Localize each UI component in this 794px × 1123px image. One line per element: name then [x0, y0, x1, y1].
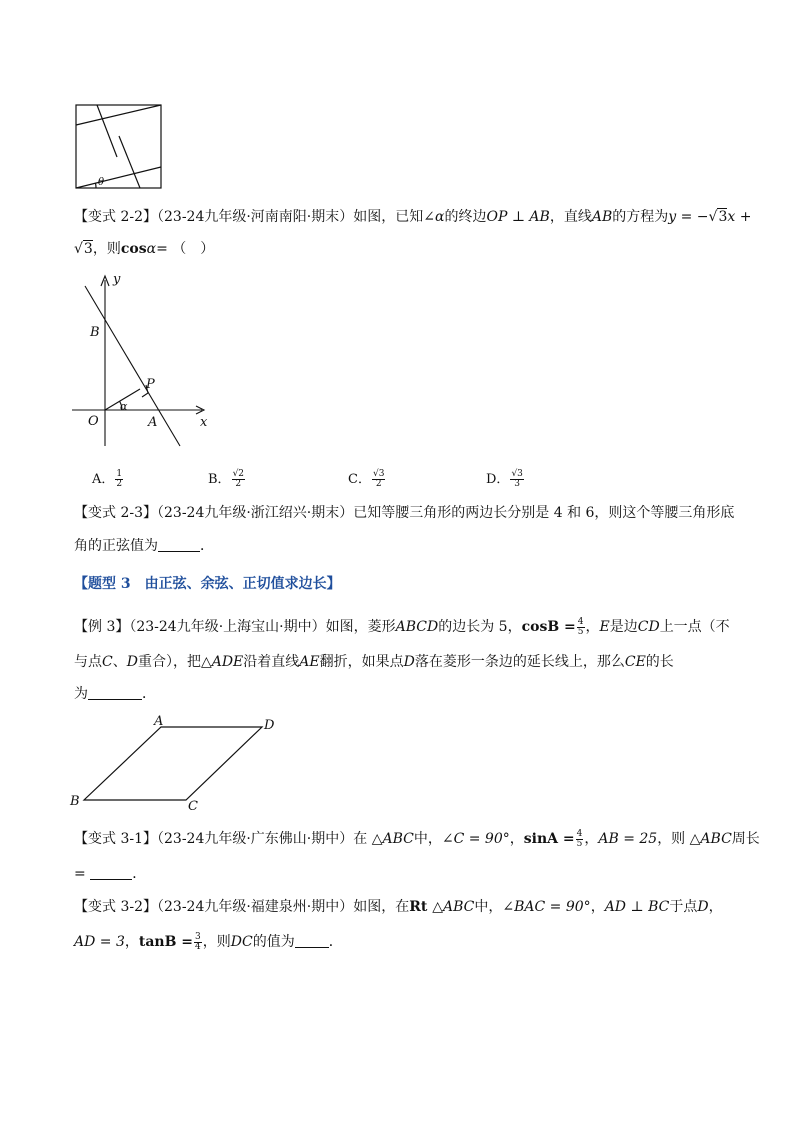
text: = — [74, 866, 86, 882]
fraction — [372, 470, 385, 489]
math: CD — [637, 619, 660, 635]
option-c[interactable] — [348, 470, 386, 490]
variant-2-3-line1 — [74, 503, 734, 523]
math: AE — [299, 654, 320, 670]
example-3-line2 — [74, 652, 674, 672]
answer-blank[interactable] — [88, 685, 142, 700]
vertex-a-label: A — [154, 714, 164, 729]
variant-2-2-tag: 【变式 2-2】 — [74, 209, 157, 225]
option-label: A． — [92, 472, 115, 487]
math: Rt △ — [409, 899, 444, 915]
math: E — [599, 619, 610, 635]
text: ． — [142, 686, 156, 702]
den: 5 — [577, 626, 584, 637]
text: ， — [509, 831, 524, 847]
text: 翻折，如果点 — [319, 654, 404, 670]
text: 的终边 — [444, 209, 487, 225]
math: AD = 3 — [74, 934, 125, 950]
text: 于点 — [669, 899, 698, 915]
option-d[interactable] — [486, 470, 525, 490]
text: 角的正弦值为 — [74, 538, 158, 554]
example-3-line3 — [74, 684, 156, 704]
variant-3-2-source: （23-24九年级·福建泉州·期中） — [157, 899, 354, 915]
text: 、 — [112, 654, 127, 670]
math: AB — [591, 209, 613, 225]
axes-line-figure — [70, 268, 220, 453]
text: ， — [584, 831, 599, 847]
text: 落在菱形一条边的延长线上，那么 — [414, 654, 625, 670]
example-3-source: （23-24九年级·上海宝山·期中） — [129, 619, 326, 635]
variant-2-2-source: （23-24九年级·河南南阳·期末） — [157, 209, 354, 225]
option-label: D． — [486, 472, 510, 487]
text: 是边 — [609, 619, 638, 635]
vertex-c-label: C — [188, 799, 198, 812]
den: 3 — [514, 479, 521, 489]
math: ∠C = 90° — [441, 831, 510, 847]
square-pinwheel-figure — [72, 100, 166, 192]
variant-2-3-line2 — [74, 536, 214, 556]
text: = （ ） — [156, 241, 215, 257]
option-label: C． — [348, 472, 371, 487]
theta-label: θ — [98, 177, 105, 188]
variant-2-2-line1: 【变式 2-2】（23-24九年级·河南南阳·期末）如图，已知∠α的终边OP ⊥ AB，直线AB的方程为y = −√3x + — [74, 209, 752, 225]
math: D — [126, 654, 138, 670]
text: 的方程为 — [612, 209, 669, 225]
text: 沿着直线 — [243, 654, 300, 670]
num: 4 — [577, 616, 584, 627]
fraction — [232, 470, 245, 489]
fraction — [576, 830, 584, 849]
text: ， — [590, 899, 605, 915]
math: AD ⊥ BC — [604, 899, 670, 915]
origin-label: O — [88, 414, 99, 429]
den: 5 — [576, 838, 583, 849]
text: 重合），把 — [137, 654, 201, 670]
text: ，则 △ — [657, 831, 701, 847]
math: D — [697, 899, 709, 915]
math: x + — [727, 209, 752, 225]
math: D — [403, 654, 415, 670]
text: 为 — [74, 686, 88, 702]
y-axis-label: y — [113, 272, 121, 287]
variant-2-3-tag: 【变式 2-3】 — [74, 505, 157, 521]
num: √3 — [372, 469, 385, 479]
option-b[interactable] — [208, 470, 246, 490]
answer-blank[interactable] — [295, 933, 329, 948]
math: ∠BAC = 90° — [502, 899, 591, 915]
math: y = − — [668, 209, 709, 225]
point-p-label: P — [146, 377, 155, 392]
math: AB = 25 — [598, 831, 658, 847]
text: ． — [200, 538, 214, 554]
text: ． — [328, 934, 343, 950]
den: 2 — [116, 479, 123, 489]
math: ABCD — [395, 619, 439, 635]
math: cosB = — [521, 619, 576, 635]
text: 如图，菱形 — [325, 619, 396, 635]
cos: cos — [120, 241, 147, 257]
math: DC — [230, 934, 253, 950]
fraction — [115, 470, 123, 489]
num: √2 — [232, 469, 245, 479]
den: 4 — [195, 941, 201, 952]
alpha: α — [435, 209, 445, 225]
num: √3 — [511, 469, 523, 479]
text: 的值为 — [252, 934, 295, 950]
text: ， — [124, 934, 139, 950]
math: CE — [624, 654, 646, 670]
math: tanB = — [138, 934, 194, 950]
variant-3-1-source: （23-24九年级·广东佛山·期中） — [157, 831, 354, 847]
math: ABC — [443, 899, 475, 915]
variant-2-2-line2: √3，则cosα= （ ） — [74, 241, 215, 257]
alpha-label: α — [120, 400, 128, 413]
num: 3 — [195, 931, 201, 942]
text: 在 △ — [353, 831, 383, 847]
text: ． — [132, 866, 147, 882]
variant-3-2-line1 — [74, 897, 723, 917]
den: 2 — [235, 479, 242, 489]
text: 的边长为 5， — [438, 619, 522, 635]
text: 如图，已知∠ — [353, 209, 435, 225]
text: 如图，在 — [353, 899, 410, 915]
vertex-d-label: D — [264, 718, 275, 733]
rhombus-figure — [66, 712, 286, 812]
section-3-heading: 【题型 3 由正弦、余弦、正切值求边长】 — [74, 576, 341, 592]
text: ， — [585, 619, 600, 635]
text: 中， — [474, 899, 503, 915]
sqrt: 3 — [718, 209, 728, 225]
math: ABC — [700, 831, 732, 847]
fraction — [577, 618, 585, 637]
math: sinA = — [523, 831, 575, 847]
math: △ADE — [200, 654, 244, 670]
sqrt: 3 — [83, 241, 93, 257]
vertex-b-label: B — [70, 794, 80, 809]
text: 的长 — [645, 654, 674, 670]
text: 中， — [413, 831, 442, 847]
variant-3-2-tag: 【变式 3-2】 — [74, 899, 157, 915]
math: C — [102, 654, 113, 670]
variant-3-1-line2 — [74, 864, 146, 884]
text: 周长 — [731, 831, 760, 847]
option-a[interactable] — [92, 470, 124, 490]
answer-blank[interactable] — [158, 537, 200, 552]
point-b-label: B — [90, 325, 100, 340]
point-a-label: A — [148, 415, 158, 430]
text: 已知等腰三角形的两边长分别是 4 和 6，则这个等腰三角形底 — [353, 505, 735, 521]
den: 2 — [375, 479, 382, 489]
fraction — [194, 933, 202, 952]
variant-3-2-line2 — [74, 932, 343, 952]
text: ， — [708, 899, 723, 915]
x-axis-label: x — [200, 415, 208, 430]
variant-3-1-line1 — [74, 829, 760, 849]
text: ，直线 — [549, 209, 592, 225]
math: OP ⊥ AB — [486, 209, 550, 225]
answer-blank[interactable] — [90, 865, 132, 880]
option-label: B． — [208, 472, 231, 487]
num: 1 — [116, 469, 123, 479]
text: ，则 — [92, 241, 121, 257]
fraction — [510, 470, 523, 489]
text: 上一点（不 — [659, 619, 730, 635]
math: ABC — [382, 831, 414, 847]
variant-3-1-tag: 【变式 3-1】 — [74, 831, 157, 847]
text: ，则 — [202, 934, 231, 950]
example-3-tag: 【例 3】 — [74, 619, 130, 635]
alpha: α — [146, 241, 157, 257]
num: 4 — [576, 828, 583, 839]
text: 与点 — [74, 654, 102, 670]
example-3-line1 — [74, 617, 730, 637]
variant-2-3-source: （23-24九年级·浙江绍兴·期末） — [157, 505, 354, 521]
